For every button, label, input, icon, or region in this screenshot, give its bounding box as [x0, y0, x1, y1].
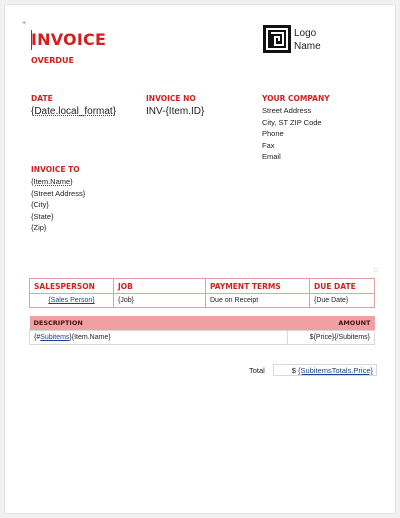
amount-header: AMOUNT [288, 316, 375, 331]
total-currency: $ [291, 366, 296, 375]
invoice-to-address[interactable] [31, 176, 85, 234]
company-street: Street Address [262, 106, 312, 115]
description-prefix: {# [34, 334, 41, 341]
status-label[interactable]: OVERDUE [31, 56, 75, 65]
payment-terms-value[interactable]: Due on Receipt [206, 294, 310, 308]
logo-graphic [266, 28, 288, 50]
salesperson-value: {Sales Person} [48, 297, 95, 304]
due-date-header: DUE DATE [310, 279, 375, 294]
total-value: {SubitemsTotals.Price} [297, 366, 373, 375]
date-value[interactable]: {Date.local_format} [31, 106, 117, 117]
table-cell[interactable] [30, 294, 114, 308]
sales-info-table[interactable] [29, 278, 375, 308]
client-city: {City} [31, 200, 49, 209]
job-header: JOB [114, 279, 206, 294]
total-label: Total [249, 366, 265, 375]
company-address[interactable] [262, 105, 322, 163]
company-phone: Phone [262, 129, 284, 138]
salesperson-header: SALESPERSON [30, 279, 114, 294]
line-items-table[interactable] [29, 316, 375, 345]
client-street: {Street Address} [31, 188, 86, 198]
description-suffix: }{Item.Name} [69, 334, 111, 341]
logo-line-2: Name [294, 41, 321, 52]
company-fax: Fax [262, 140, 275, 150]
date-label: DATE [31, 94, 53, 103]
logo-line-1: Logo [294, 28, 317, 39]
company-email: Email [262, 152, 281, 161]
payment-terms-header: PAYMENT TERMS [206, 279, 310, 294]
job-value[interactable]: {Job} [114, 294, 206, 308]
table-anchor-icon[interactable]: ⌖ [22, 18, 27, 27]
logo-name[interactable] [294, 27, 321, 53]
invoice-to-label: INVOICE TO [31, 165, 80, 174]
amount-cell[interactable]: ${Price}{/Subitems} [288, 331, 375, 345]
due-date-value[interactable]: {Due Date} [310, 294, 375, 308]
client-name: {Item.Name} [31, 177, 73, 186]
document-page [4, 4, 396, 514]
client-state: {State} [31, 211, 54, 221]
description-header: DESCRIPTION [30, 316, 288, 331]
company-label: YOUR COMPANY [262, 94, 330, 103]
invoice-title[interactable]: INVOICE [31, 30, 107, 49]
invoice-no-value[interactable]: INV-{Item.ID} [146, 106, 205, 117]
description-cell[interactable] [30, 331, 288, 345]
client-zip: {Zip} [31, 223, 47, 232]
table-resize-icon[interactable]: □ [374, 268, 378, 274]
maze-logo-icon[interactable] [263, 25, 291, 53]
total-value-box[interactable] [273, 364, 377, 376]
company-city: City, ST ZIP Code [262, 117, 322, 127]
subitems-link[interactable]: Subitems [40, 334, 70, 341]
invoice-no-label: INVOICE NO [146, 94, 196, 103]
